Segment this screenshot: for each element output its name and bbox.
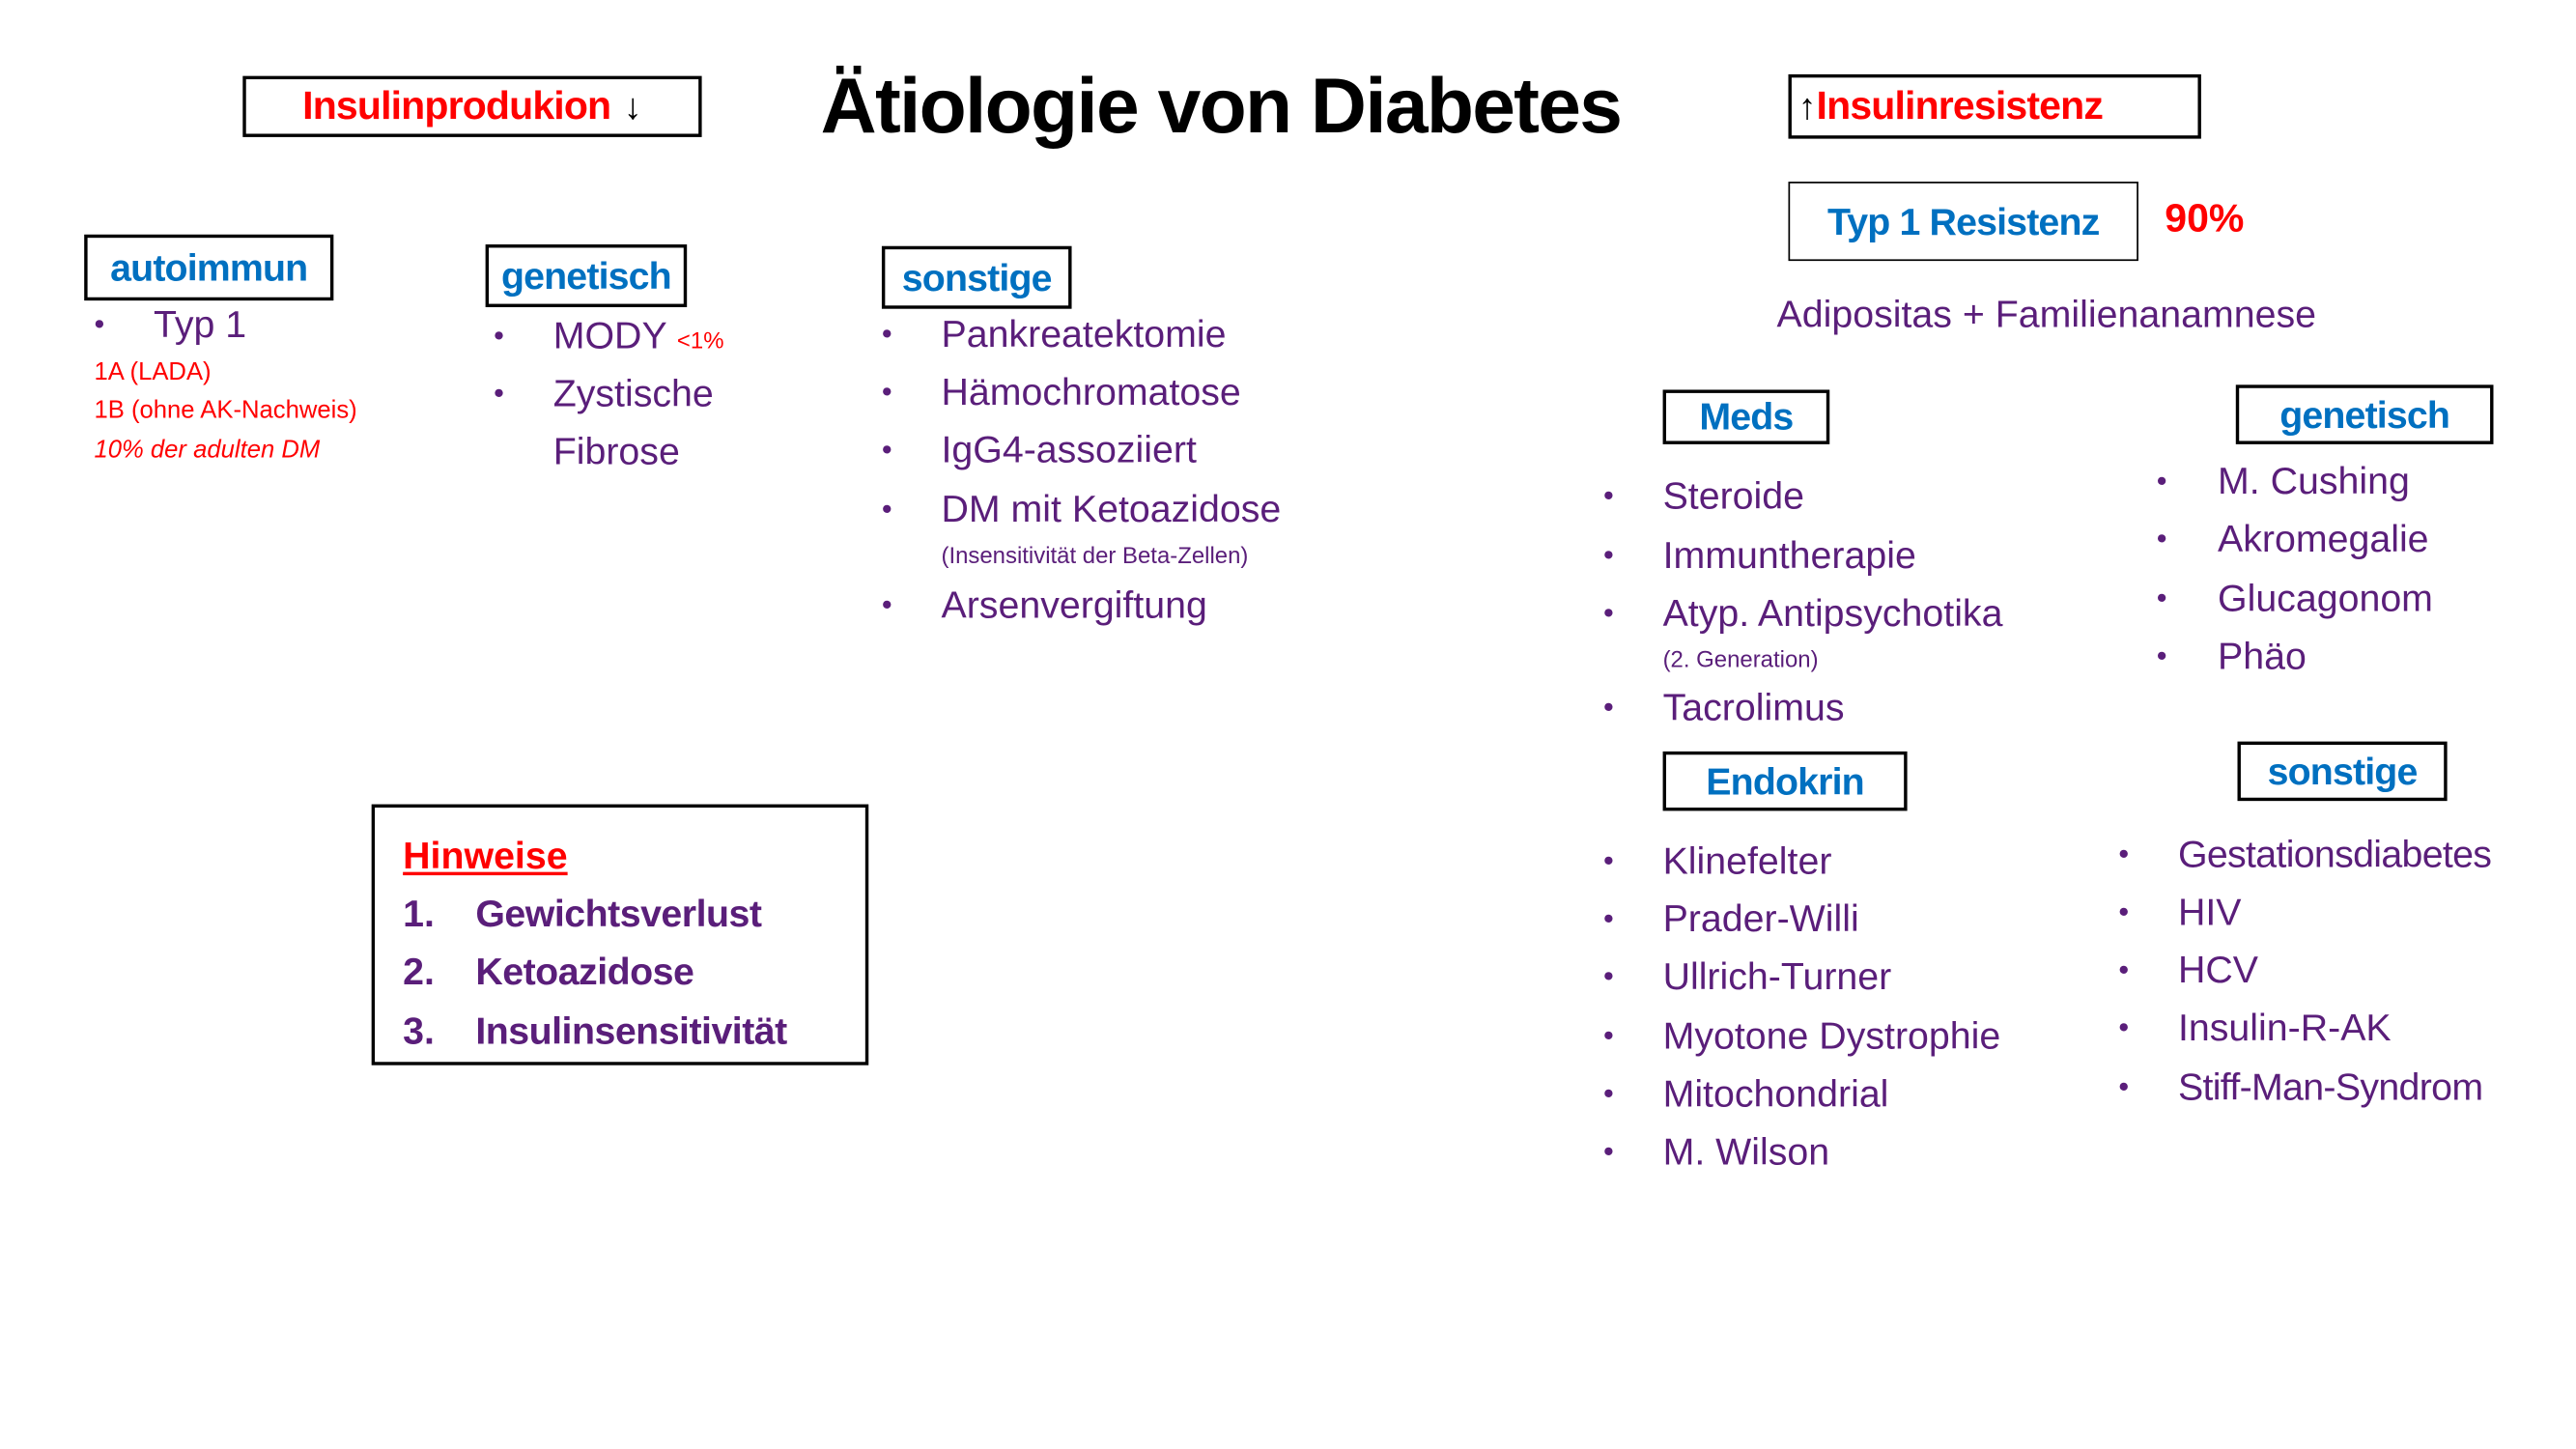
bullet: • [881, 492, 892, 526]
bullet: • [2118, 837, 2130, 870]
hinweise-heading: Hinweise [403, 834, 568, 877]
bullet: • [2118, 895, 2130, 928]
typ1-resistenz-percent: 90% [2165, 196, 2245, 242]
mody-note: <1% [676, 327, 724, 354]
bullet: • [1603, 1134, 1614, 1168]
hinweis-number: 3. [403, 1009, 435, 1053]
genetisch-heading: genetisch [486, 244, 688, 307]
list-item: Arsenvergiftung [941, 582, 1207, 626]
list-item: Atyp. Antipsychotika [1662, 591, 2003, 635]
list-item: Akromegalie [2217, 517, 2429, 560]
bullet: • [1603, 901, 1614, 935]
bullet: • [1603, 596, 1614, 630]
genetisch-right-heading: genetisch [2236, 384, 2494, 444]
hinweis-text: Insulinsensitivität [475, 1009, 787, 1053]
note: 1A (LADA) [94, 357, 212, 387]
arrow-down-icon: ↓ [623, 85, 642, 127]
bullet: • [881, 317, 892, 351]
hinweis-number: 2. [403, 950, 435, 993]
bullet: • [2118, 1069, 2130, 1104]
bullet: • [1603, 1018, 1614, 1053]
bullet: • [494, 318, 504, 353]
bullet: • [1603, 959, 1614, 993]
list-item: Ullrich-Turner [1662, 954, 1892, 998]
list-item: M. Cushing [2217, 459, 2410, 502]
bullet: • [94, 306, 105, 341]
autoimmun-heading: autoimmun [84, 235, 333, 300]
bullet: • [2118, 952, 2130, 986]
meds-heading: Meds [1663, 389, 1830, 443]
item-text: MODY [552, 313, 666, 357]
note: (Insensitivität der Beta-Zellen) [941, 541, 1249, 569]
risk-factors: Adipositas + Familienanamnese [1776, 292, 2316, 336]
list-item: Immuntherapie [1662, 533, 1916, 577]
list-item: Steroide [1662, 473, 1805, 518]
bullet: • [881, 587, 892, 621]
list-item: Pankreatektomie [941, 312, 1227, 355]
arrow-up-icon: ↑ [1798, 85, 1817, 127]
insulinproduktion-header [242, 76, 701, 137]
bullet: • [2156, 522, 2167, 555]
list-item: Klinefelter [1662, 838, 1832, 882]
list-item: Hämochromatose [941, 369, 1241, 413]
bullet: • [2156, 581, 2167, 614]
list-item: M. Wilson [1662, 1129, 1830, 1173]
bullet: • [881, 432, 892, 467]
list-item: Prader-Willi [1662, 896, 1859, 940]
list-item: Gestationsdiabetes [2177, 832, 2492, 876]
list-item: Zystische [552, 371, 714, 415]
bullet: • [1603, 843, 1614, 877]
bullet: • [1603, 478, 1614, 512]
list-item: HCV [2177, 948, 2258, 991]
bullet: • [1603, 538, 1614, 572]
bullet: • [2118, 1010, 2130, 1044]
list-item: Stiff-Man-Syndrom [2177, 1065, 2483, 1109]
list-item [553, 312, 724, 363]
list-item: Glucagonom [2217, 576, 2433, 620]
bullet: • [881, 375, 892, 409]
bullet: • [2156, 464, 2167, 497]
note: (2. Generation) [1662, 645, 1819, 672]
list-item: Myotone Dystrophie [1662, 1013, 2001, 1058]
list-item: Insulin-R-AK [2177, 1006, 2392, 1049]
list-item: Phäo [2217, 634, 2307, 677]
hinweis-text: Ketoazidose [475, 950, 694, 993]
note: 1B (ohne AK-Nachweis) [94, 396, 357, 425]
hinweis-number: 1. [403, 892, 435, 935]
bullet: • [2156, 639, 2167, 672]
header-label: Insulinresistenz [1816, 83, 2103, 128]
bullet: • [1603, 1076, 1614, 1110]
header-label: Insulinprodukion [302, 83, 611, 128]
bullet: • [1603, 690, 1614, 724]
list-item: HIV [2177, 890, 2242, 933]
sonstige-heading: sonstige [882, 246, 1072, 309]
bullet: • [494, 376, 504, 410]
list-item-continuation: Fibrose [552, 429, 680, 472]
note: 10% der adulten DM [94, 436, 321, 465]
list-item: IgG4-assoziiert [941, 427, 1197, 471]
hinweis-text: Gewichtsverlust [475, 892, 762, 935]
page-title: Ätiologie von Diabetes [820, 61, 1622, 149]
list-item: Tacrolimus [1662, 685, 1845, 728]
list-item: Typ 1 [153, 301, 247, 346]
sonstige-right-heading: sonstige [2238, 742, 2448, 802]
list-item: Mitochondrial [1662, 1071, 1889, 1115]
typ1-resistenz-box: Typ 1 Resistenz [1788, 182, 2137, 261]
list-item: DM mit Ketoazidose [941, 487, 1282, 530]
endokrin-heading: Endokrin [1663, 752, 1908, 811]
insulinresistenz-header [1788, 74, 2200, 139]
